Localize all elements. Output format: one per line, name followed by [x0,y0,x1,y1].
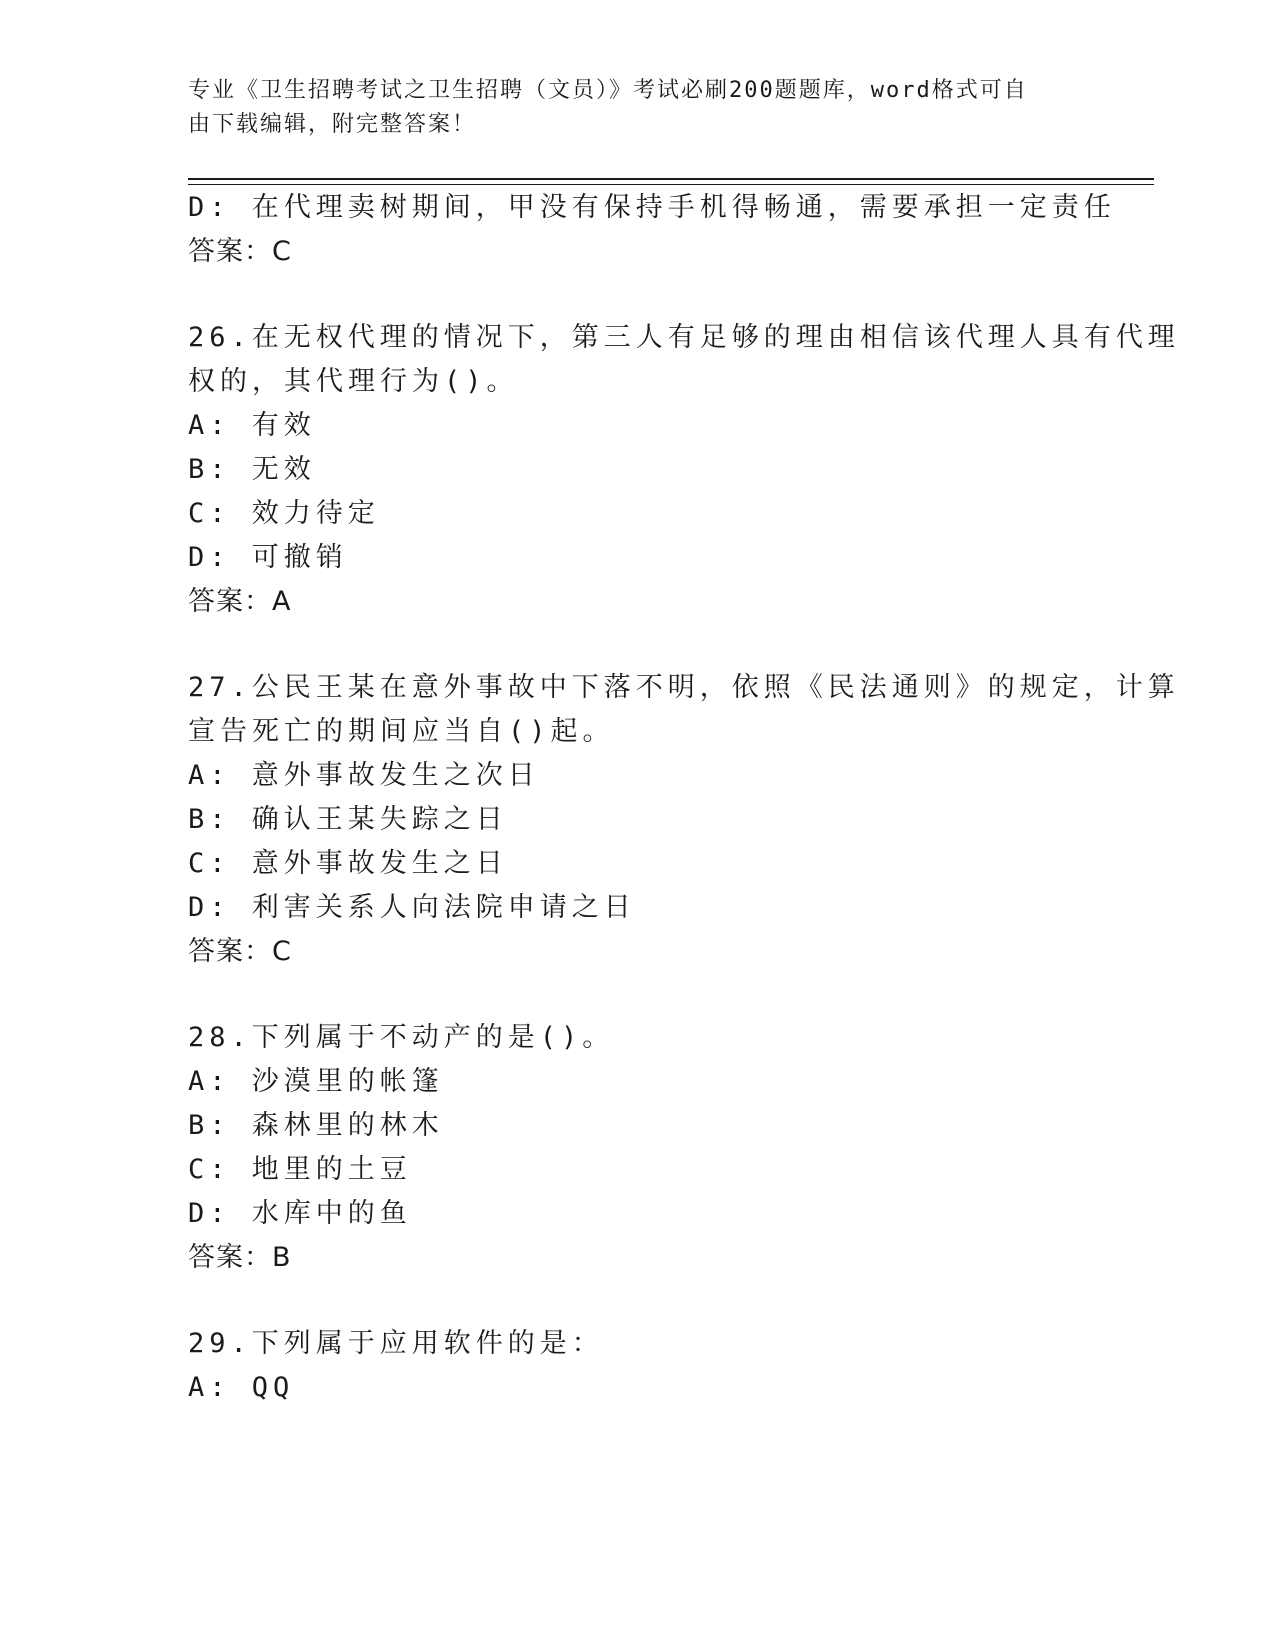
q28-option-c: C: 地里的土豆 [188,1154,412,1185]
q27-option-a: A: 意外事故发生之次日 [188,760,540,791]
q26-option-a: A: 有效 [188,410,316,441]
q27-option-b: B: 确认王某失踪之日 [188,804,508,835]
q26-stem-line-2: 权的，其代理行为()。 [188,366,519,397]
q25-answer: 答案：C [188,236,292,267]
q27-stem-line-2: 宣告死亡的期间应当自()起。 [188,716,615,747]
q28-answer: 答案：B [188,1242,292,1273]
q27-stem-line-1: 27.公民王某在意外事故中下落不明，依照《民法通则》的规定，计算 [188,672,1180,703]
q27-answer: 答案：C [188,936,292,967]
q26-option-d: D: 可撤销 [188,542,348,573]
q27-option-c: C: 意外事故发生之日 [188,848,508,879]
q26-stem-line-1: 26.在无权代理的情况下，第三人有足够的理由相信该代理人具有代理 [188,322,1180,353]
q29-stem-line-1: 29.下列属于应用软件的是： [188,1328,604,1359]
q28-option-a: A: 沙漠里的帐篷 [188,1066,444,1097]
q25-option-d: D: 在代理卖树期间，甲没有保持手机得畅通，需要承担一定责任 [188,192,1116,223]
header-line-1: 专业《卫生招聘考试之卫生招聘（文员）》考试必刷200题题库，word格式可自 [188,78,1028,103]
header-line-2: 由下载编辑，附完整答案！ [188,112,477,137]
q26-option-c: C: 效力待定 [188,498,380,529]
q28-stem-line-1: 28.下列属于不动产的是()。 [188,1022,615,1053]
document-header [188,74,1068,142]
q27-option-d: D: 利害关系人向法院申请之日 [188,892,636,923]
q28-option-d: D: 水库中的鱼 [188,1198,412,1229]
header-rule-thin [188,184,1154,185]
q26-answer: 答案：A [188,586,292,617]
q26-option-b: B: 无效 [188,454,316,485]
header-rule-thick [188,178,1154,180]
q28-option-b: B: 森林里的林木 [188,1110,444,1141]
q29-option-a: A: QQ [188,1372,295,1403]
